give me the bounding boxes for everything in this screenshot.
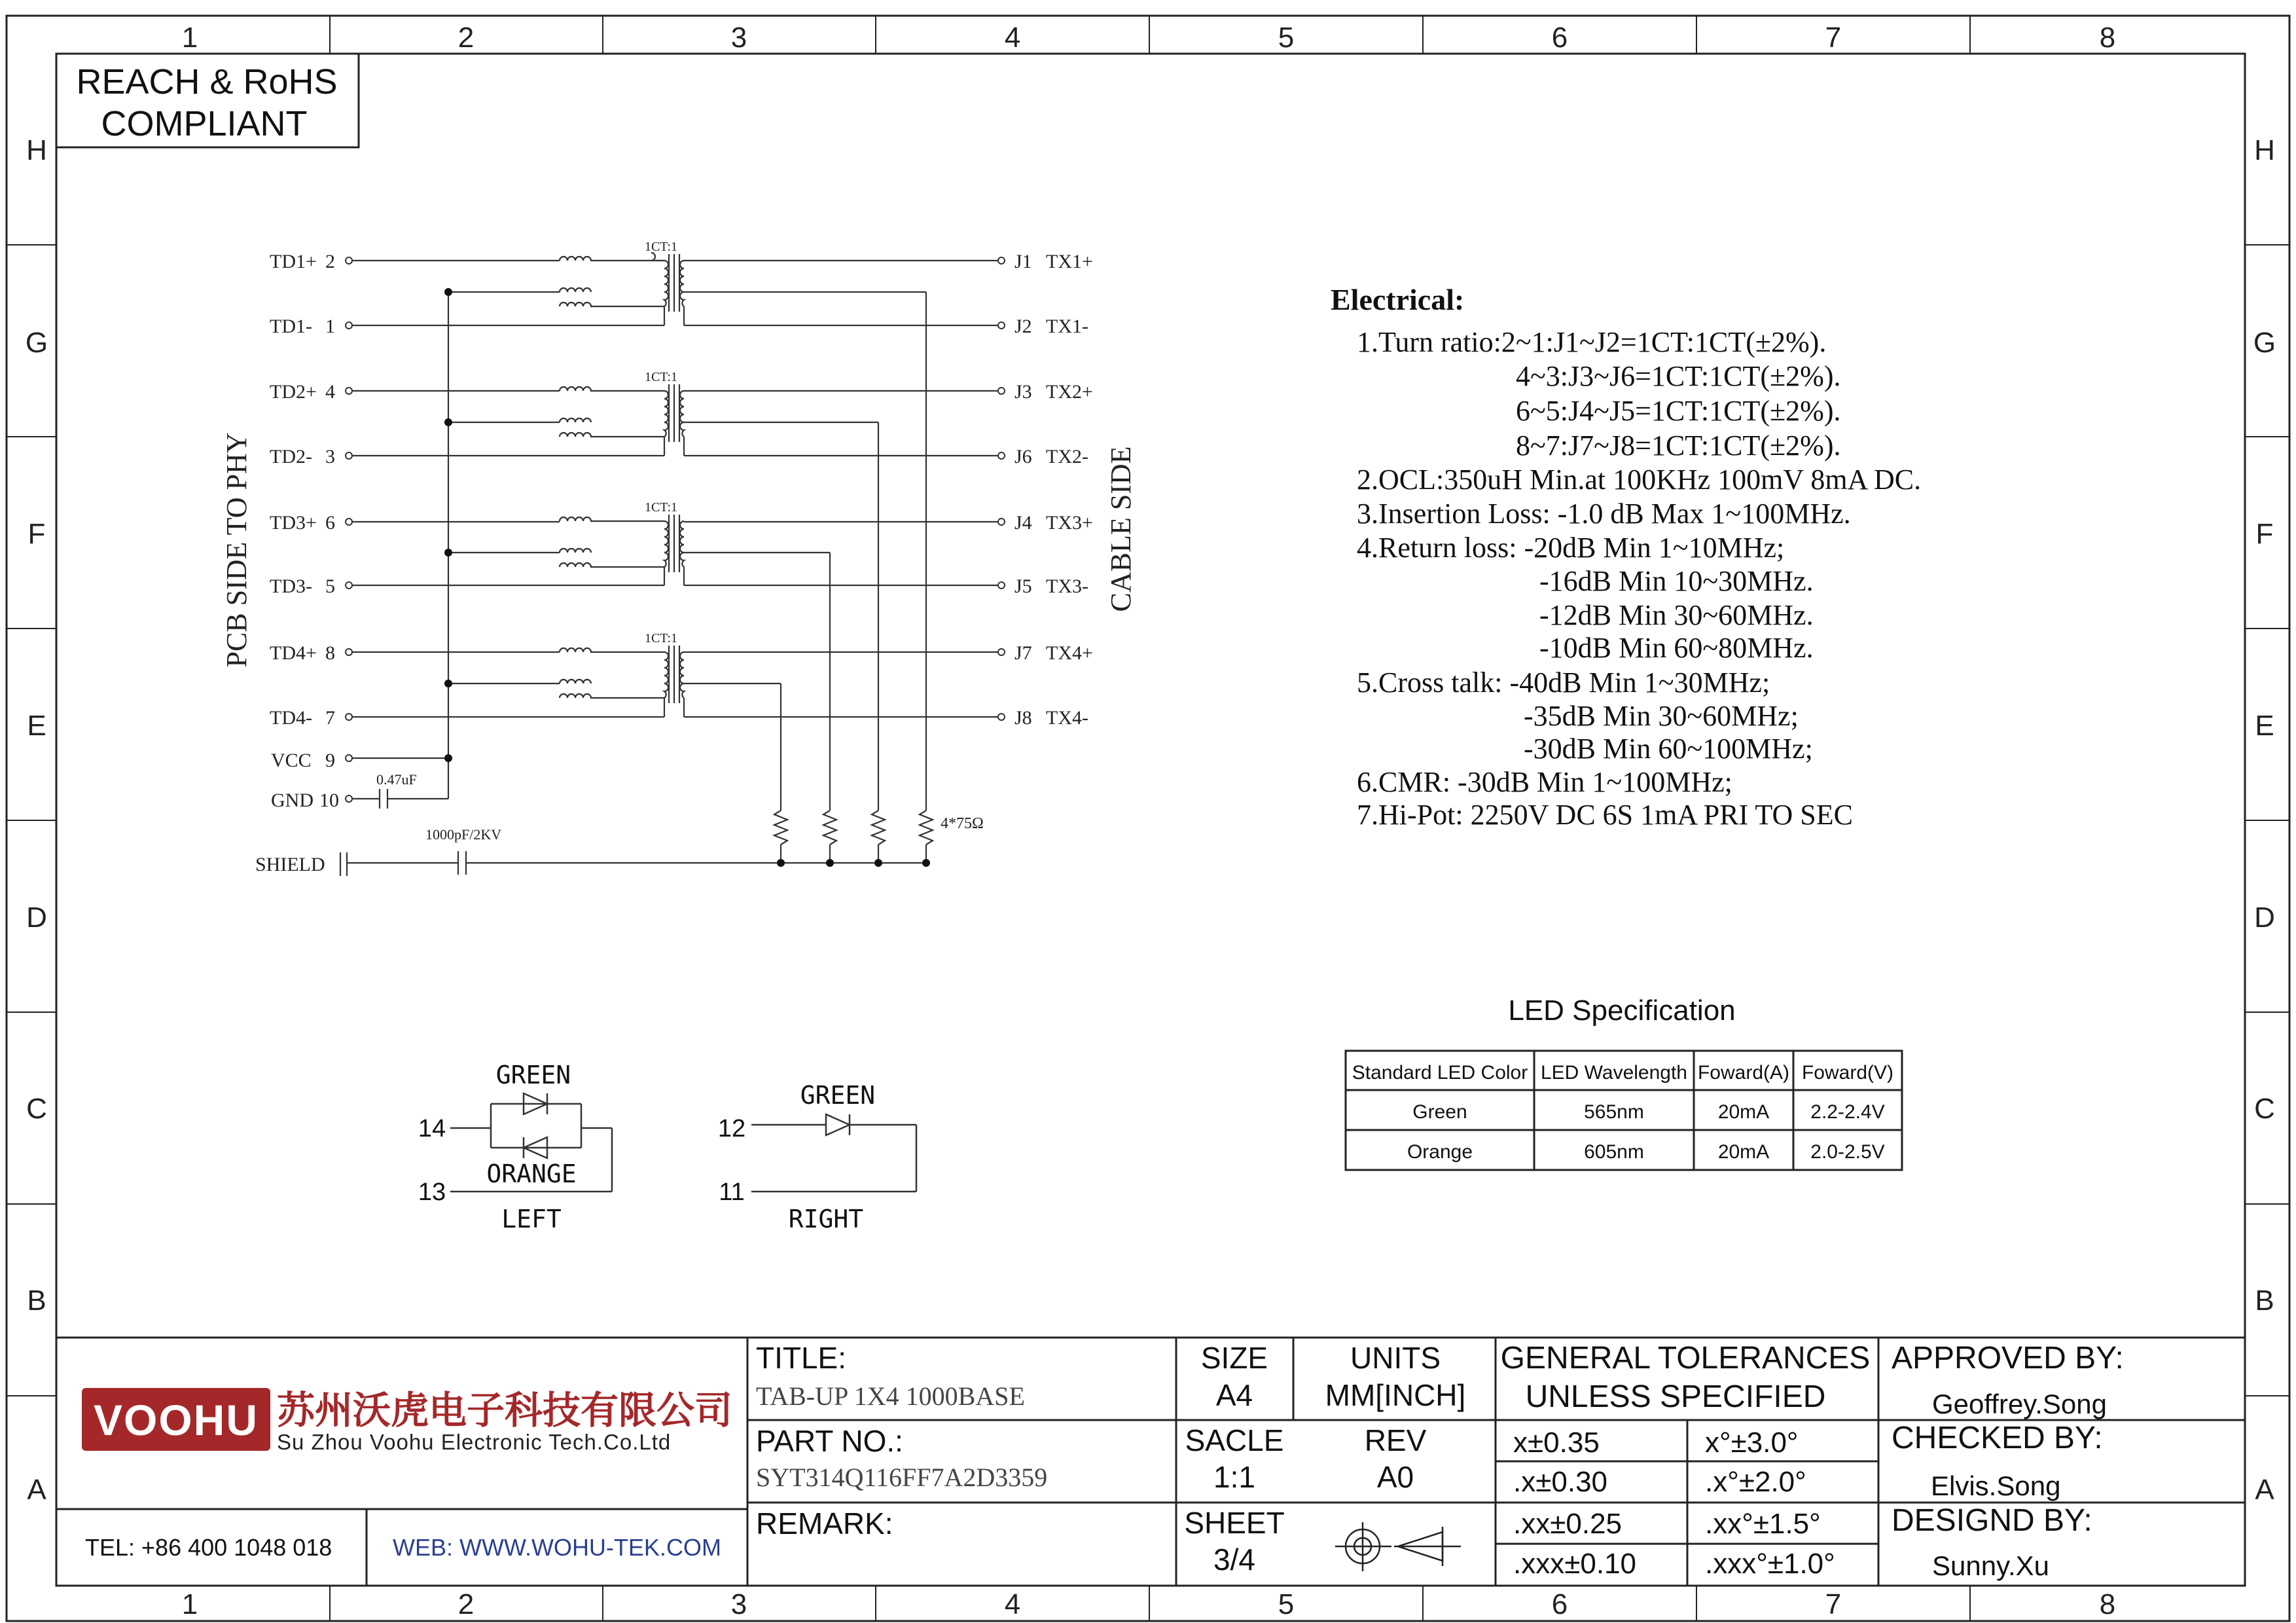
electrical-spec-line: 8~7:J7~J8=1CT:1CT(±2%). bbox=[1516, 429, 1841, 462]
right-pin-name: TX4- bbox=[1046, 707, 1088, 729]
approved-value: Geoffrey.Song bbox=[1932, 1389, 2107, 1419]
checked-value: Elvis.Song bbox=[1931, 1470, 2061, 1501]
company-name-cn: 苏州沃虎电子科技有限公司 bbox=[277, 1389, 733, 1432]
left-pin-number: 4 bbox=[325, 381, 335, 403]
electrical-spec-line: -30dB Min 60~100MHz; bbox=[1524, 733, 1813, 765]
led-left-green-label: GREEN bbox=[495, 1061, 571, 1089]
led-spec-title: LED Specification bbox=[1508, 994, 1736, 1027]
right-pin-name: TX4+ bbox=[1046, 642, 1093, 664]
cable-side-label: CABLE SIDE bbox=[1105, 446, 1137, 612]
transformer-ratio-label: 1CT:1 bbox=[644, 370, 678, 384]
column-label-bottom: 3 bbox=[730, 1588, 747, 1620]
led-table-cell: 565nm bbox=[1584, 1101, 1644, 1123]
right-pin-name: TX3- bbox=[1046, 575, 1088, 597]
tolerance-linear: .xx±0.25 bbox=[1513, 1508, 1623, 1540]
electrical-spec-line: 6.CMR: -30dB Min 1~100MHz; bbox=[1357, 766, 1732, 798]
projection-symbol-icon bbox=[1335, 1522, 1461, 1571]
rev-label: REV bbox=[1364, 1423, 1427, 1457]
left-pin-number: 2 bbox=[325, 251, 335, 272]
tolerance-linear: x±0.35 bbox=[1513, 1427, 1600, 1459]
remark-label: REMARK: bbox=[756, 1506, 893, 1541]
right-pin-name: TX3+ bbox=[1046, 512, 1093, 534]
right-pin-name: TX2+ bbox=[1046, 381, 1093, 403]
electrical-spec-line: 5.Cross talk: -40dB Min 1~30MHz; bbox=[1357, 666, 1770, 699]
left-pin-name: TD4+ bbox=[270, 642, 317, 664]
row-label-left: C bbox=[26, 1093, 47, 1125]
led-table-header: Foward(A) bbox=[1697, 1062, 1790, 1084]
gnd-pin-number: 10 bbox=[319, 790, 339, 811]
electrical-spec-line: 6~5:J4~J5=1CT:1CT(±2%). bbox=[1516, 395, 1841, 427]
column-label-top: 6 bbox=[1551, 22, 1568, 54]
tolerance-angular: x°±3.0° bbox=[1705, 1427, 1799, 1459]
left-pin-name: TD3- bbox=[270, 575, 312, 597]
approved-label: APPROVED BY: bbox=[1892, 1341, 2124, 1376]
vcc-pin-number: 9 bbox=[325, 750, 335, 771]
vcc-capacitor-label: 0.47uF bbox=[376, 771, 417, 788]
right-pin-number: J6 bbox=[1014, 446, 1032, 467]
pin-terminal bbox=[998, 519, 1005, 525]
led-right-caption: RIGHT bbox=[788, 1205, 864, 1233]
right-pin-number: J4 bbox=[1014, 512, 1032, 534]
left-pin-name: TD3+ bbox=[270, 512, 317, 534]
pin-terminal bbox=[346, 795, 352, 802]
column-label-top: 5 bbox=[1278, 22, 1295, 54]
size-value: A4 bbox=[1215, 1378, 1253, 1412]
pin-terminal bbox=[346, 257, 352, 264]
tolerance-angular: .xxx°±1.0° bbox=[1705, 1548, 1835, 1580]
column-label-bottom: 6 bbox=[1551, 1588, 1568, 1620]
led-left-pin-13: 13 bbox=[418, 1178, 446, 1206]
column-label-bottom: 1 bbox=[181, 1588, 198, 1620]
led-table-cell: 2.0-2.5V bbox=[1810, 1141, 1885, 1163]
column-label-top: 2 bbox=[457, 22, 475, 54]
led-table-header: Foward(V) bbox=[1801, 1062, 1894, 1084]
column-label-top: 7 bbox=[1825, 22, 1842, 54]
tolerance-title-2: UNLESS SPECIFIED bbox=[1525, 1379, 1826, 1414]
pin-terminal bbox=[998, 649, 1005, 655]
led-left-pin-14: 14 bbox=[418, 1115, 446, 1142]
row-label-left: A bbox=[27, 1474, 46, 1506]
shield-capacitor-label: 1000pF/2KV bbox=[425, 826, 502, 843]
electrical-spec-line: 3.Insertion Loss: -1.0 dB Max 1~100MHz. bbox=[1357, 498, 1851, 530]
led-table-cell: 2.2-2.4V bbox=[1810, 1101, 1885, 1123]
row-label-left: E bbox=[27, 710, 46, 742]
right-pin-name: TX1+ bbox=[1046, 251, 1093, 272]
company-web: WEB: WWW.WOHU-TEK.COM bbox=[393, 1534, 721, 1561]
scale-label: SACLE bbox=[1185, 1423, 1284, 1457]
pin-terminal bbox=[346, 755, 352, 761]
tolerance-title-1: GENERAL TOLERANCES bbox=[1500, 1341, 1871, 1376]
left-pin-number: 3 bbox=[325, 446, 335, 467]
electrical-spec-line: -35dB Min 30~60MHz; bbox=[1524, 700, 1799, 732]
termination-resistor-label: 4*75Ω bbox=[941, 815, 984, 832]
transformer-ratio-label: 1CT:1 bbox=[644, 500, 678, 515]
tolerance-linear: .xxx±0.10 bbox=[1513, 1548, 1637, 1580]
led-table-cell: Green bbox=[1412, 1101, 1467, 1123]
led-spec-table bbox=[1346, 994, 1902, 1170]
tolerance-angular: .xx°±1.5° bbox=[1705, 1508, 1821, 1540]
company-name-en: Su Zhou Voohu Electronic Tech.Co.Ltd bbox=[277, 1430, 672, 1454]
pin-terminal bbox=[346, 649, 352, 655]
compliance-line-1: REACH & RoHS bbox=[76, 62, 338, 101]
led-table-cell: 605nm bbox=[1584, 1141, 1644, 1163]
vcc-pin-name: VCC bbox=[271, 750, 312, 771]
title-label: TITLE: bbox=[756, 1341, 847, 1375]
title-value: TAB-UP 1X4 1000BASE bbox=[756, 1381, 1025, 1411]
column-label-bottom: 8 bbox=[2099, 1588, 2116, 1620]
electrical-spec-line: -10dB Min 60~80MHz. bbox=[1539, 632, 1814, 664]
sheet-label: SHEET bbox=[1184, 1506, 1285, 1540]
column-label-bottom: 2 bbox=[457, 1588, 475, 1620]
designed-label: DESIGND BY: bbox=[1892, 1503, 2092, 1538]
pin-terminal bbox=[998, 322, 1005, 329]
title-block bbox=[56, 1338, 2245, 1586]
logo-wordmark: VOOHU bbox=[93, 1396, 259, 1444]
right-pin-number: J3 bbox=[1014, 381, 1032, 403]
pin-terminal bbox=[998, 714, 1005, 720]
led-table-cell: 20mA bbox=[1717, 1101, 1770, 1123]
column-label-bottom: 4 bbox=[1004, 1588, 1021, 1620]
designed-value: Sunny.Xu bbox=[1932, 1550, 2050, 1581]
pin-terminal bbox=[346, 714, 352, 720]
pin-terminal bbox=[346, 452, 352, 459]
left-pin-name: TD1+ bbox=[270, 251, 317, 272]
column-label-top: 8 bbox=[2099, 22, 2116, 54]
pin-terminal bbox=[998, 388, 1005, 394]
electrical-heading: Electrical: bbox=[1331, 283, 1465, 316]
shield-label: SHIELD bbox=[255, 854, 325, 875]
row-label-right: D bbox=[2254, 902, 2275, 934]
pcb-side-label: PCB SIDE TO PHY bbox=[221, 432, 253, 668]
left-pin-number: 7 bbox=[325, 707, 335, 729]
row-label-right: H bbox=[2254, 134, 2275, 166]
pin-terminal bbox=[346, 582, 352, 589]
transformer-ratio-label: 1CT:1 bbox=[644, 240, 678, 254]
rev-value: A0 bbox=[1376, 1460, 1414, 1494]
left-pin-name: TD4- bbox=[270, 707, 312, 729]
schematic-diagram bbox=[221, 240, 1137, 876]
gnd-pin-name: GND bbox=[271, 790, 314, 811]
column-label-top: 4 bbox=[1004, 22, 1021, 54]
column-label-top: 1 bbox=[181, 22, 198, 54]
row-label-right: F bbox=[2255, 518, 2274, 550]
led-table-cell: Orange bbox=[1407, 1141, 1473, 1163]
left-pin-number: 1 bbox=[325, 316, 335, 337]
electrical-spec-line: 4~3:J3~J6=1CT:1CT(±2%). bbox=[1516, 360, 1841, 392]
electrical-spec-line: 2.OCL:350uH Min.at 100KHz 100mV 8mA DC. bbox=[1357, 464, 1922, 496]
company-tel: TEL: +86 400 1048 018 bbox=[85, 1534, 332, 1561]
left-pin-number: 6 bbox=[325, 512, 335, 534]
compliance-box bbox=[56, 54, 359, 147]
electrical-spec bbox=[1331, 283, 1921, 831]
row-label-left: H bbox=[26, 134, 47, 166]
size-label: SIZE bbox=[1200, 1341, 1268, 1375]
part-no-value: SYT314Q116FF7A2D3359 bbox=[756, 1463, 1048, 1492]
pin-terminal bbox=[998, 452, 1005, 459]
pin-terminal bbox=[346, 519, 352, 525]
led-table-header: Standard LED Color bbox=[1352, 1062, 1528, 1084]
right-pin-number: J1 bbox=[1014, 251, 1032, 272]
left-pin-name: TD1- bbox=[270, 316, 312, 337]
electrical-spec-line: 4.Return loss: -20dB Min 1~10MHz; bbox=[1357, 532, 1785, 564]
row-label-right: C bbox=[2254, 1093, 2275, 1125]
led-right-green-label: GREEN bbox=[800, 1081, 876, 1110]
row-labels bbox=[26, 134, 2276, 1506]
row-label-left: D bbox=[26, 902, 47, 934]
units-label: UNITS bbox=[1350, 1341, 1441, 1375]
row-label-right: E bbox=[2255, 710, 2274, 742]
part-no-label: PART NO.: bbox=[756, 1424, 903, 1458]
led-table-cell: 20mA bbox=[1717, 1141, 1770, 1163]
led-right-pin-12: 12 bbox=[717, 1115, 746, 1142]
sheet-value: 3/4 bbox=[1213, 1542, 1255, 1577]
column-label-bottom: 7 bbox=[1825, 1588, 1842, 1620]
pin-terminal bbox=[346, 388, 352, 394]
compliance-line-2: COMPLIANT bbox=[101, 104, 308, 143]
left-pin-name: TD2- bbox=[270, 446, 312, 467]
right-pin-number: J7 bbox=[1014, 642, 1032, 664]
led-table-header: LED Wavelength bbox=[1540, 1062, 1688, 1084]
right-pin-number: J2 bbox=[1014, 316, 1032, 337]
left-pin-number: 5 bbox=[325, 575, 335, 597]
company-logo bbox=[82, 1388, 270, 1451]
tolerance-linear: .x±0.30 bbox=[1513, 1466, 1608, 1498]
tolerance-angular: .x°±2.0° bbox=[1705, 1466, 1806, 1498]
right-pin-number: J8 bbox=[1014, 707, 1032, 729]
right-pin-name: TX2- bbox=[1046, 446, 1088, 467]
checked-label: CHECKED BY: bbox=[1892, 1421, 2103, 1455]
drawing-frame bbox=[7, 16, 2289, 1621]
led-left-diagram bbox=[418, 1061, 612, 1233]
led-right-pin-11: 11 bbox=[719, 1178, 745, 1206]
row-label-right: G bbox=[2253, 327, 2276, 359]
row-label-left: G bbox=[25, 327, 48, 359]
electrical-spec-line: -16dB Min 10~30MHz. bbox=[1539, 565, 1814, 597]
pin-terminal bbox=[346, 322, 352, 329]
row-label-left: B bbox=[27, 1285, 46, 1317]
column-label-top: 3 bbox=[730, 22, 747, 54]
column-label-bottom: 5 bbox=[1278, 1588, 1295, 1620]
pin-terminal bbox=[998, 257, 1005, 264]
left-pin-number: 8 bbox=[325, 642, 335, 664]
electrical-spec-line: 1.Turn ratio:2~1:J1~J2=1CT:1CT(±2%). bbox=[1357, 326, 1827, 358]
led-right-diagram bbox=[718, 1081, 916, 1233]
row-label-right: A bbox=[2255, 1474, 2274, 1506]
electrical-spec-line: -12dB Min 30~60MHz. bbox=[1539, 599, 1814, 631]
led-left-orange-label: ORANGE bbox=[486, 1159, 577, 1188]
scale-value: 1:1 bbox=[1213, 1460, 1255, 1494]
units-value: MM[INCH] bbox=[1325, 1378, 1466, 1412]
pin-terminal bbox=[998, 582, 1005, 589]
left-pin-name: TD2+ bbox=[270, 381, 317, 403]
right-pin-name: TX1- bbox=[1046, 316, 1088, 337]
row-dividers bbox=[7, 245, 2289, 1396]
led-left-caption: LEFT bbox=[501, 1205, 562, 1233]
row-label-right: B bbox=[2255, 1285, 2274, 1317]
electrical-spec-line: 7.Hi-Pot: 2250V DC 6S 1mA PRI TO SEC bbox=[1357, 799, 1853, 831]
right-pin-number: J5 bbox=[1014, 575, 1032, 597]
transformer-ratio-label: 1CT:1 bbox=[644, 631, 678, 646]
row-label-left: F bbox=[27, 518, 46, 550]
